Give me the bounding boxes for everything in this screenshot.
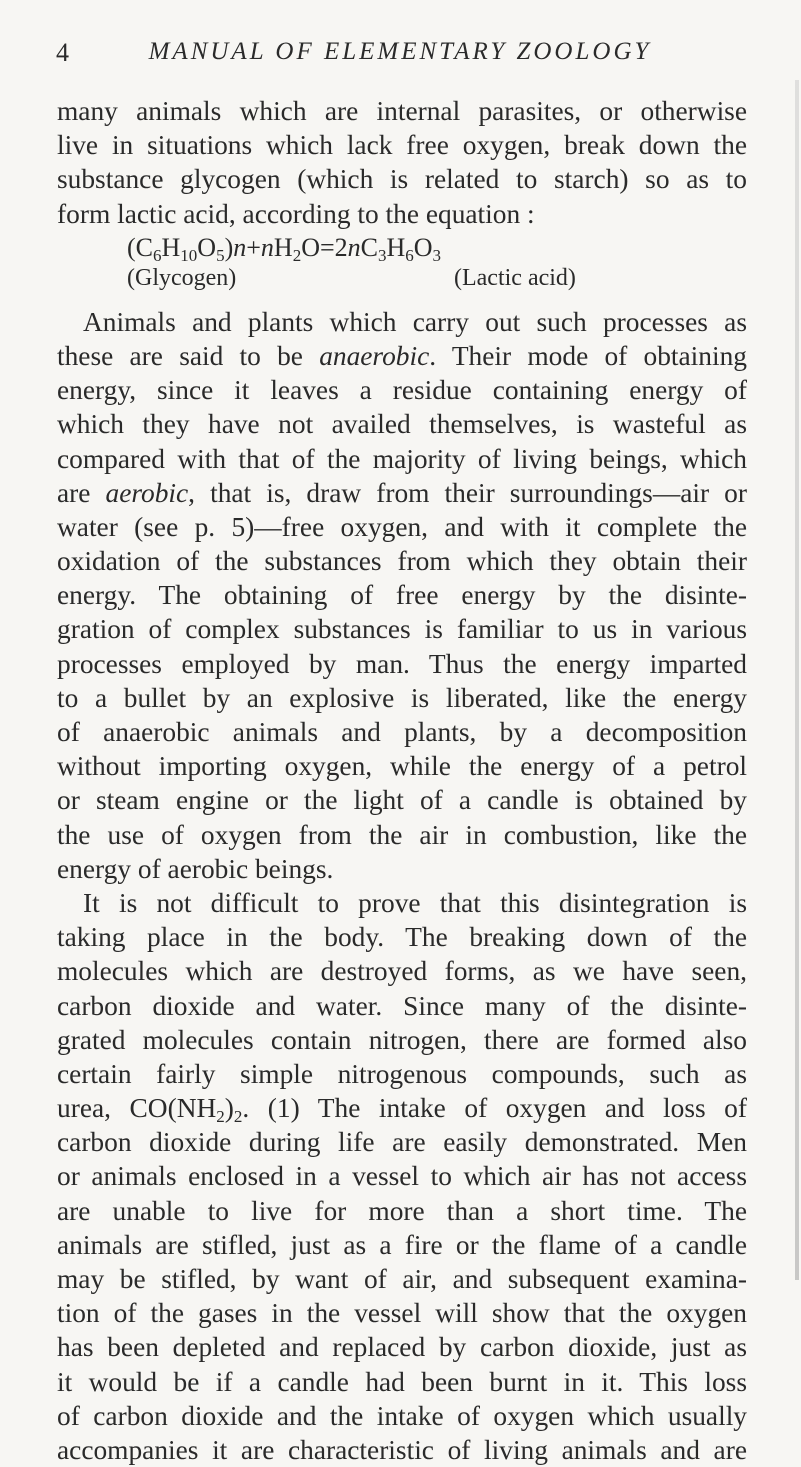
text-line: without importing oxygen, while the energy of a petrol bbox=[57, 751, 747, 782]
text-line: energy of aerobic beings. bbox=[57, 853, 334, 884]
text-line: energy. The obtaining of free energy by the disinte- bbox=[57, 580, 747, 611]
text-line: has been depleted and replaced by carbon dioxide, just as bbox=[57, 1332, 747, 1363]
text-line: it would be if a candle had been burnt in it. This loss bbox=[57, 1366, 747, 1397]
text-line: many animals which are internal parasites, or otherwise bbox=[57, 96, 747, 126]
text-line: water (see p. 5)—free oxygen, and with it complete the bbox=[57, 511, 747, 542]
text-line: animals are stifled, just as a fire or the flame of a candle bbox=[57, 1229, 747, 1260]
text-line: or steam engine or the light of a candle is obtained by bbox=[57, 785, 747, 816]
equation-labels bbox=[57, 265, 747, 299]
text-line: compared with that of the majority of living beings, which bbox=[57, 443, 747, 474]
text-line: of anaerobic animals and plants, by a decomposition bbox=[57, 717, 747, 747]
text-line: Animals and plants which carry out such processes as bbox=[83, 306, 747, 337]
page-edge-shadow bbox=[795, 80, 799, 1280]
lactic-acid-label: (Lactic acid) bbox=[454, 264, 576, 291]
aerobic-term: aerobic bbox=[105, 477, 189, 508]
text-line: are unable to live for more than a short time. The bbox=[57, 1195, 747, 1226]
text-line: certain fairly simple nitrogenous compounds, such as bbox=[57, 1058, 747, 1089]
text-line: substance glycogen (which is related to starch) so as to bbox=[57, 164, 747, 195]
text-line: to a bullet by an explosive is liberated, like the energy bbox=[57, 682, 747, 713]
text-line: oxidation of the substances from which they obtain their bbox=[57, 546, 747, 577]
running-title: MANUAL OF ELEMENTARY ZOOLOGY bbox=[148, 38, 652, 65]
text-line: which they have not availed themselves, is wasteful as bbox=[57, 409, 747, 440]
text-line: the use of oxygen from the air in combustion, like the bbox=[57, 819, 747, 850]
page-header bbox=[0, 38, 801, 78]
text-line: or animals enclosed in a vessel to which air has not access bbox=[57, 1161, 747, 1192]
text-line: gration of complex substances is familiar to us in various bbox=[57, 614, 747, 645]
text-line: carbon dioxide during life are easily demonstrated. Men bbox=[57, 1127, 747, 1158]
text-line: taking place in the body. The breaking down of the bbox=[57, 922, 747, 953]
text-line: these are said to be anaerobic. Their mode of obtaining bbox=[57, 340, 747, 371]
text-line: accompanies it are characteristic of living animals and are bbox=[57, 1434, 747, 1465]
text-line: processes employed by man. Thus the energy imparted bbox=[57, 648, 747, 679]
text-line: may be stifled, by want of air, and subsequent examina- bbox=[57, 1264, 747, 1294]
text-line: live in situations which lack free oxygen, break down the bbox=[57, 130, 747, 161]
text-line: are aerobic, that is, draw from their surroundings—air or bbox=[57, 477, 747, 508]
text-line: molecules which are destroyed forms, as we have seen, bbox=[57, 956, 747, 987]
text-line: form lactic acid, according to the equation : bbox=[57, 198, 535, 229]
text-line: energy, since it leaves a residue containing energy of bbox=[57, 375, 747, 406]
body-text bbox=[57, 94, 747, 1467]
page-number: 4 bbox=[56, 38, 69, 67]
equation-formula: $(C_6H_{10}O_5)n+nH_2O=2nC_3H_6O_3$ bbox=[127, 232, 442, 265]
glycogen-label: (Glycogen) bbox=[127, 264, 237, 291]
anaerobic-term: anaerobic bbox=[319, 340, 430, 371]
text-line: grated molecules contain nitrogen, there are formed also bbox=[57, 1024, 747, 1055]
chemical-equation bbox=[57, 231, 747, 265]
text-line: of carbon dioxide and the intake of oxygen which usually bbox=[57, 1400, 747, 1431]
text-line: tion of the gases in the vessel will show that the oxygen bbox=[57, 1298, 747, 1329]
text-line: carbon dioxide and water. Since many of the disinte- bbox=[57, 990, 747, 1021]
text-line: It is not difficult to prove that this disintegration is bbox=[83, 887, 747, 918]
text-line: urea, $CO(NH_2)_2$. (1) The intake of oxygen and loss of bbox=[57, 1093, 747, 1127]
